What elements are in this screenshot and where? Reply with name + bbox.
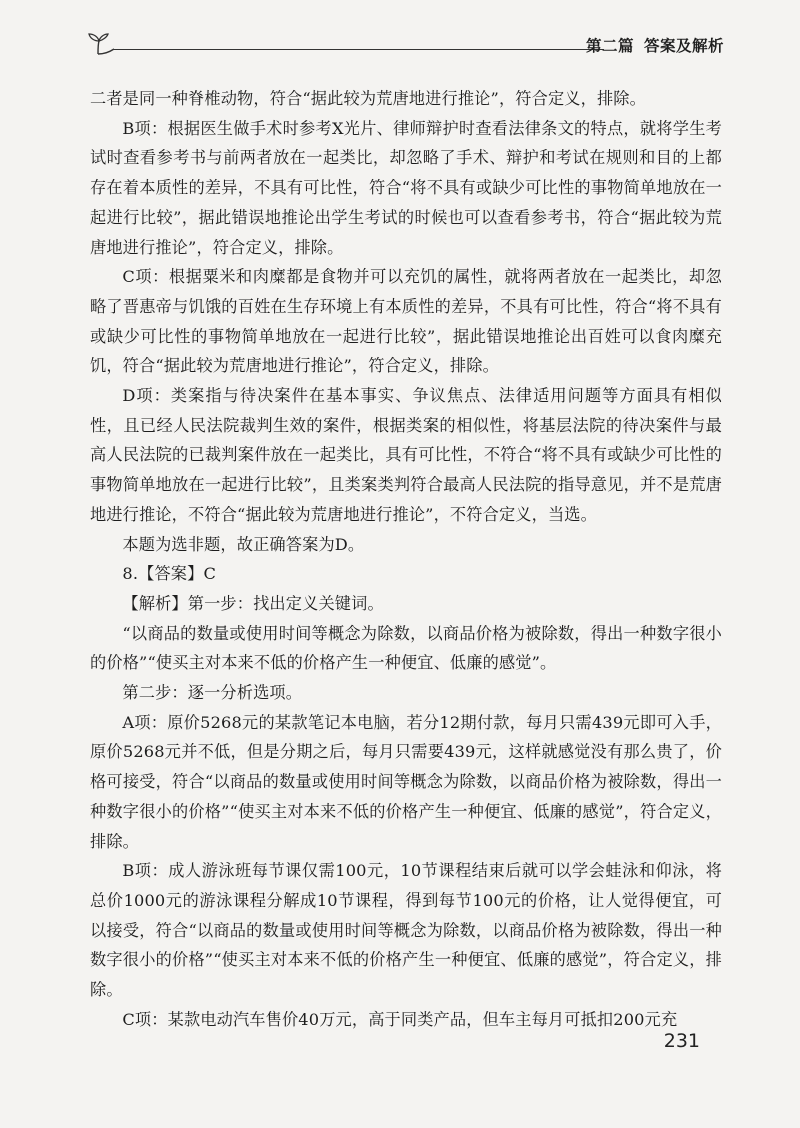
paragraph: C项：根据粟米和肉糜都是食物并可以充饥的属性，就将两者放在一起类比，却忽略了晋惠帝与饥饿的百姓在生存环境上有本质性的差异，不具有可比性，符合“将不具有或缺少可比性的事物简单地放在一起进行比较”，据此错误地推论出百姓可以食肉糜充饥，符合“据此较为荒唐地进行推论”，符合定义，排除。 (90, 267, 722, 376)
paragraph: A项：原价5268元的某款笔记本电脑，若分12期付款，每月只需439元即可入手，原价5268元并不低，但是分期之后，每月只需要439元，这样就感觉没有那么贵了，价格可接受，符合“以商品的数量或使用时间等概念为除数，以商品价格为被除数，得出一种数字很小的价格”“使买主对本来不低的价格产生一种便宜、低廉的感觉”，符合定义，排除。 (90, 712, 722, 851)
answer-heading: 8.【答案】C (122, 564, 217, 584)
running-header (84, 28, 724, 64)
paragraph: 二者是同一种脊椎动物，符合“据此较为荒唐地进行推论”，符合定义，排除。 (90, 89, 646, 108)
header-section: 答案及解析 (643, 37, 724, 55)
header-title (586, 34, 724, 56)
sprout-icon (84, 32, 114, 56)
page-number: 231 (663, 1030, 700, 1052)
analysis-heading: 【解析】第一步：找出定义关键词。 (122, 593, 384, 613)
paragraph: D项：类案指与待决案件在基本事实、争议焦点、法律适用问题等方面具有相似性，且已经人民法院裁判生效的案件，根据类案的相似性，将基层法院的待决案件与最高人民法院的已裁判案件放在一起类比，具有可比性，不符合“将不具有或缺少可比性的事物简单地放在一起进行比较”，且类案类判符合最高人民法院的指导意见，并不是荒唐地进行推论，不符合“据此较为荒唐地进行推论”，不符合定义，当选。 (90, 386, 722, 524)
page-body (90, 84, 722, 1035)
paragraph: C项：某款电动汽车售价40万元，高于同类产品，但车主每月可抵扣200元充 (122, 1009, 678, 1029)
paragraph: B项：成人游泳班每节课仅需100元，10节课程结束后就可以学会蛙泳和仰泳，将总价1000元的游泳课程分解成10节课程，得到每节100元的价格，让人觉得便宜，可以接受，符合“以商品的数量或使用时间等概念为除数，以商品价格为被除数，得出一种数字很小的价格”“使买主对本来不低的价格产生一种便宜、低廉的感觉”，符合定义，排除。 (90, 861, 722, 1000)
paragraph: 第二步：逐一分析选项。 (122, 683, 303, 703)
paragraph: 本题为选非题，故正确答案为D。 (122, 534, 365, 554)
paragraph: “以商品的数量或使用时间等概念为除数，以商品价格为被除数，得出一种数字很小的价格”“使买主对本来不低的价格产生一种便宜、低廉的感觉”。 (90, 623, 722, 673)
header-part: 第二篇 (585, 37, 634, 55)
header-rule (114, 49, 604, 50)
paragraph: B项：根据医生做手术时参考X光片、律师辩护时查看法律条文的特点，就将学生考试时查看参考书与前两者放在一起类比，却忽略了手术、辩护和考试在规则和目的上都存在着本质性的差异，不具有可比性，符合“将不具有或缺少可比性的事物简单地放在一起进行比较”，据此错误地推论出学生考试的时候也可以查看参考书，符合“据此较为荒唐地进行推论”，符合定义，排除。 (90, 118, 722, 257)
